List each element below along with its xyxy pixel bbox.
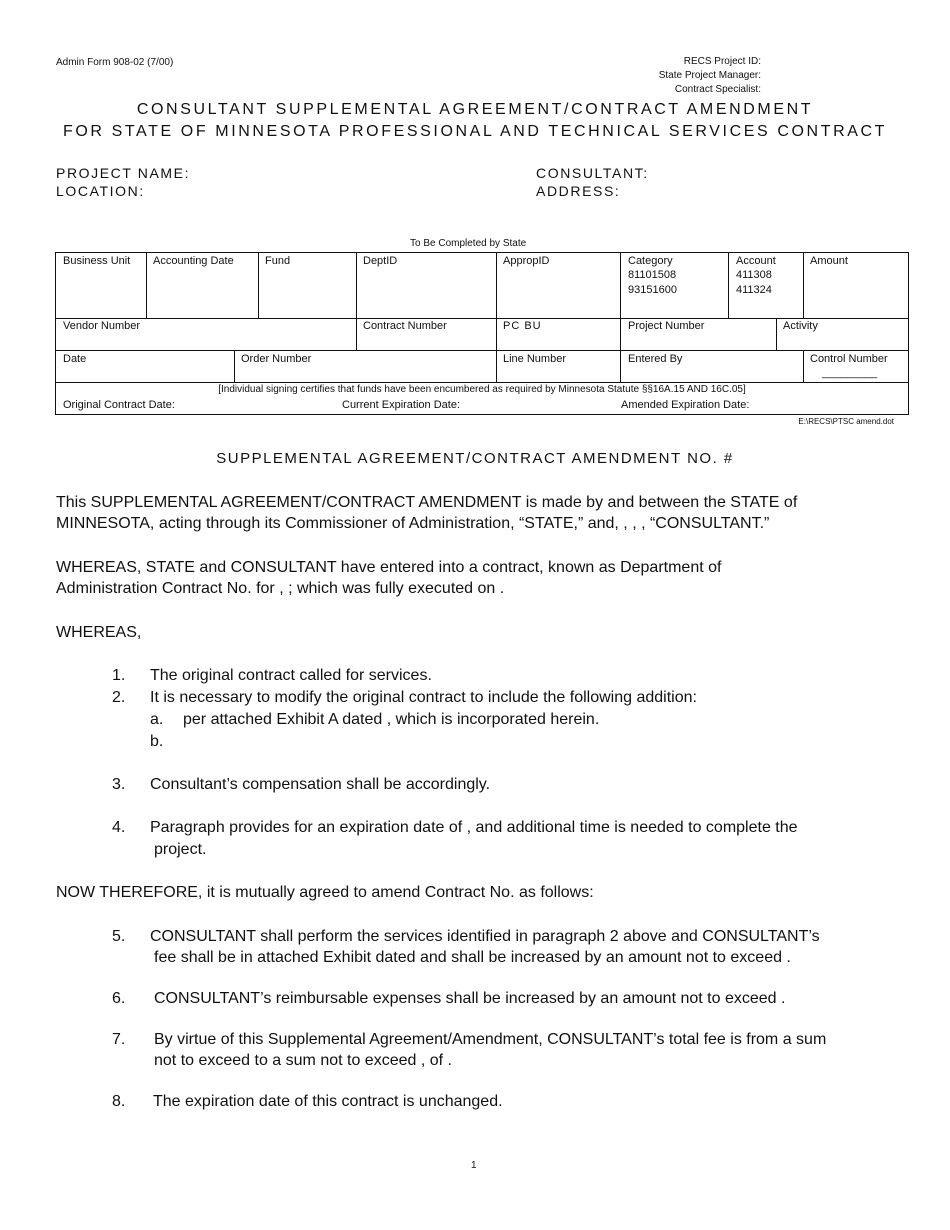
fund-label: Fund xyxy=(265,255,291,267)
item-8-number: 8. xyxy=(112,1093,126,1110)
recs-project-id-label: RECS Project ID: xyxy=(683,56,761,67)
intro-line1: This SUPPLEMENTAL AGREEMENT/CONTRACT AMENDMENT is made by and between the STATE of xyxy=(56,494,798,511)
address-label: ADDRESS: xyxy=(536,183,621,199)
item-2a-letter: a. xyxy=(150,711,164,728)
item-1-number: 1. xyxy=(112,667,126,684)
item-5-number: 5. xyxy=(112,928,126,945)
date-label: Date xyxy=(63,353,87,365)
item-2b-letter: b. xyxy=(150,733,164,750)
dept-id-label: DeptID xyxy=(363,255,398,267)
item-7-text-line1: By virtue of this Supplemental Agreement/Amendment, CONSULTANT’s total fee is from a sum xyxy=(154,1031,827,1048)
whereas-line1: WHEREAS, STATE and CONSULTANT have entered into a contract, known as Department of xyxy=(56,559,722,576)
page-number: 1 xyxy=(471,1160,477,1171)
control-number-label: Control Number xyxy=(810,353,888,365)
amended-expiration-date-label: Amended Expiration Date: xyxy=(621,399,750,411)
category-value-1: 81101508 xyxy=(628,269,677,281)
intro-line2: MINNESOTA, acting through its Commissioner of Administration, “STATE,” and, , , , “CONSULTANT.” xyxy=(56,515,770,532)
category-value-2: 93151600 xyxy=(628,284,677,296)
now-therefore: NOW THEREFORE, it is mutually agreed to amend Contract No. as follows: xyxy=(56,884,594,901)
entered-by-label: Entered By xyxy=(628,353,683,365)
item-4-text-line1: Paragraph provides for an expiration date of , and additional time is needed to complete the xyxy=(150,819,798,836)
item-6-text: CONSULTANT’s reimbursable expenses shall be increased by an amount not to exceed . xyxy=(154,990,786,1007)
item-2-number: 2. xyxy=(112,689,126,706)
item-3-text: Consultant’s compensation shall be accordingly. xyxy=(150,776,491,793)
contract-number-label: Contract Number xyxy=(363,320,447,332)
item-3-number: 3. xyxy=(112,776,126,793)
vendor-number-label: Vendor Number xyxy=(63,320,141,332)
current-expiration-date-label: Current Expiration Date: xyxy=(342,399,460,411)
table-caption: To Be Completed by State xyxy=(410,238,527,249)
whereas-line2: Administration Contract No. for , ; which was fully executed on . xyxy=(56,580,505,597)
certification-note: [Individual signing certifies that funds have been encumbered as required by Minnesota Statute §§16A.15 AND 16C.05] xyxy=(218,384,746,395)
whereas-heading: WHEREAS, xyxy=(56,624,142,641)
approp-id-label: AppropID xyxy=(503,255,550,267)
category-label: Category xyxy=(628,255,673,267)
accounting-date-label: Accounting Date xyxy=(153,255,234,267)
item-7-text-line2: not to exceed to a sum not to exceed , of . xyxy=(154,1052,452,1069)
item-5-text-line1: CONSULTANT shall perform the services identified in paragraph 2 above and CONSULTANT’s xyxy=(150,928,820,945)
order-number-label: Order Number xyxy=(241,353,312,365)
business-unit-label: Business Unit xyxy=(63,255,131,267)
item-1-text: The original contract called for services. xyxy=(150,667,432,684)
item-8-text: The expiration date of this contract is unchanged. xyxy=(153,1093,503,1110)
consultant-label: CONSULTANT: xyxy=(536,165,649,181)
line-number-label: Line Number xyxy=(503,353,566,365)
location-label: LOCATION: xyxy=(56,183,145,199)
amendment-heading: SUPPLEMENTAL AGREEMENT/CONTRACT AMENDMENT NO. # xyxy=(216,450,734,467)
project-number-label: Project Number xyxy=(628,320,705,332)
original-contract-date-label: Original Contract Date: xyxy=(63,399,175,411)
file-reference: E:\RECS\PTSC amend.dot xyxy=(798,417,894,426)
contract-specialist-label: Contract Specialist: xyxy=(674,84,761,95)
item-7-number: 7. xyxy=(112,1031,126,1048)
pc-bu-label: PC BU xyxy=(503,320,542,332)
item-4-number: 4. xyxy=(112,819,126,836)
item-5-text-line2: fee shall be in attached Exhibit dated and shall be increased by an amount not to exceed . xyxy=(154,949,791,966)
account-value-1: 411308 xyxy=(736,269,772,281)
document-title-line2: FOR STATE OF MINNESOTA PROFESSIONAL AND TECHNICAL SERVICES CONTRACT xyxy=(62,123,888,140)
activity-label: Activity xyxy=(783,320,818,332)
state-project-manager-label: State Project Manager: xyxy=(658,70,761,81)
item-6-number: 6. xyxy=(112,990,126,1007)
control-number-blank: _________ xyxy=(822,367,878,379)
item-4-text-line2: project. xyxy=(154,841,207,858)
form-id: Admin Form 908-02 (7/00) xyxy=(56,57,174,68)
account-label: Account xyxy=(736,255,776,267)
project-name-label: PROJECT NAME: xyxy=(56,165,191,181)
document-title-line1: CONSULTANT SUPPLEMENTAL AGREEMENT/CONTRACT AMENDMENT xyxy=(136,101,814,118)
item-2a-text: per attached Exhibit A dated , which is incorporated herein. xyxy=(183,711,600,728)
account-value-2: 411324 xyxy=(736,284,772,296)
item-2-text: It is necessary to modify the original contract to include the following addition: xyxy=(150,689,697,706)
amount-label: Amount xyxy=(810,255,848,267)
